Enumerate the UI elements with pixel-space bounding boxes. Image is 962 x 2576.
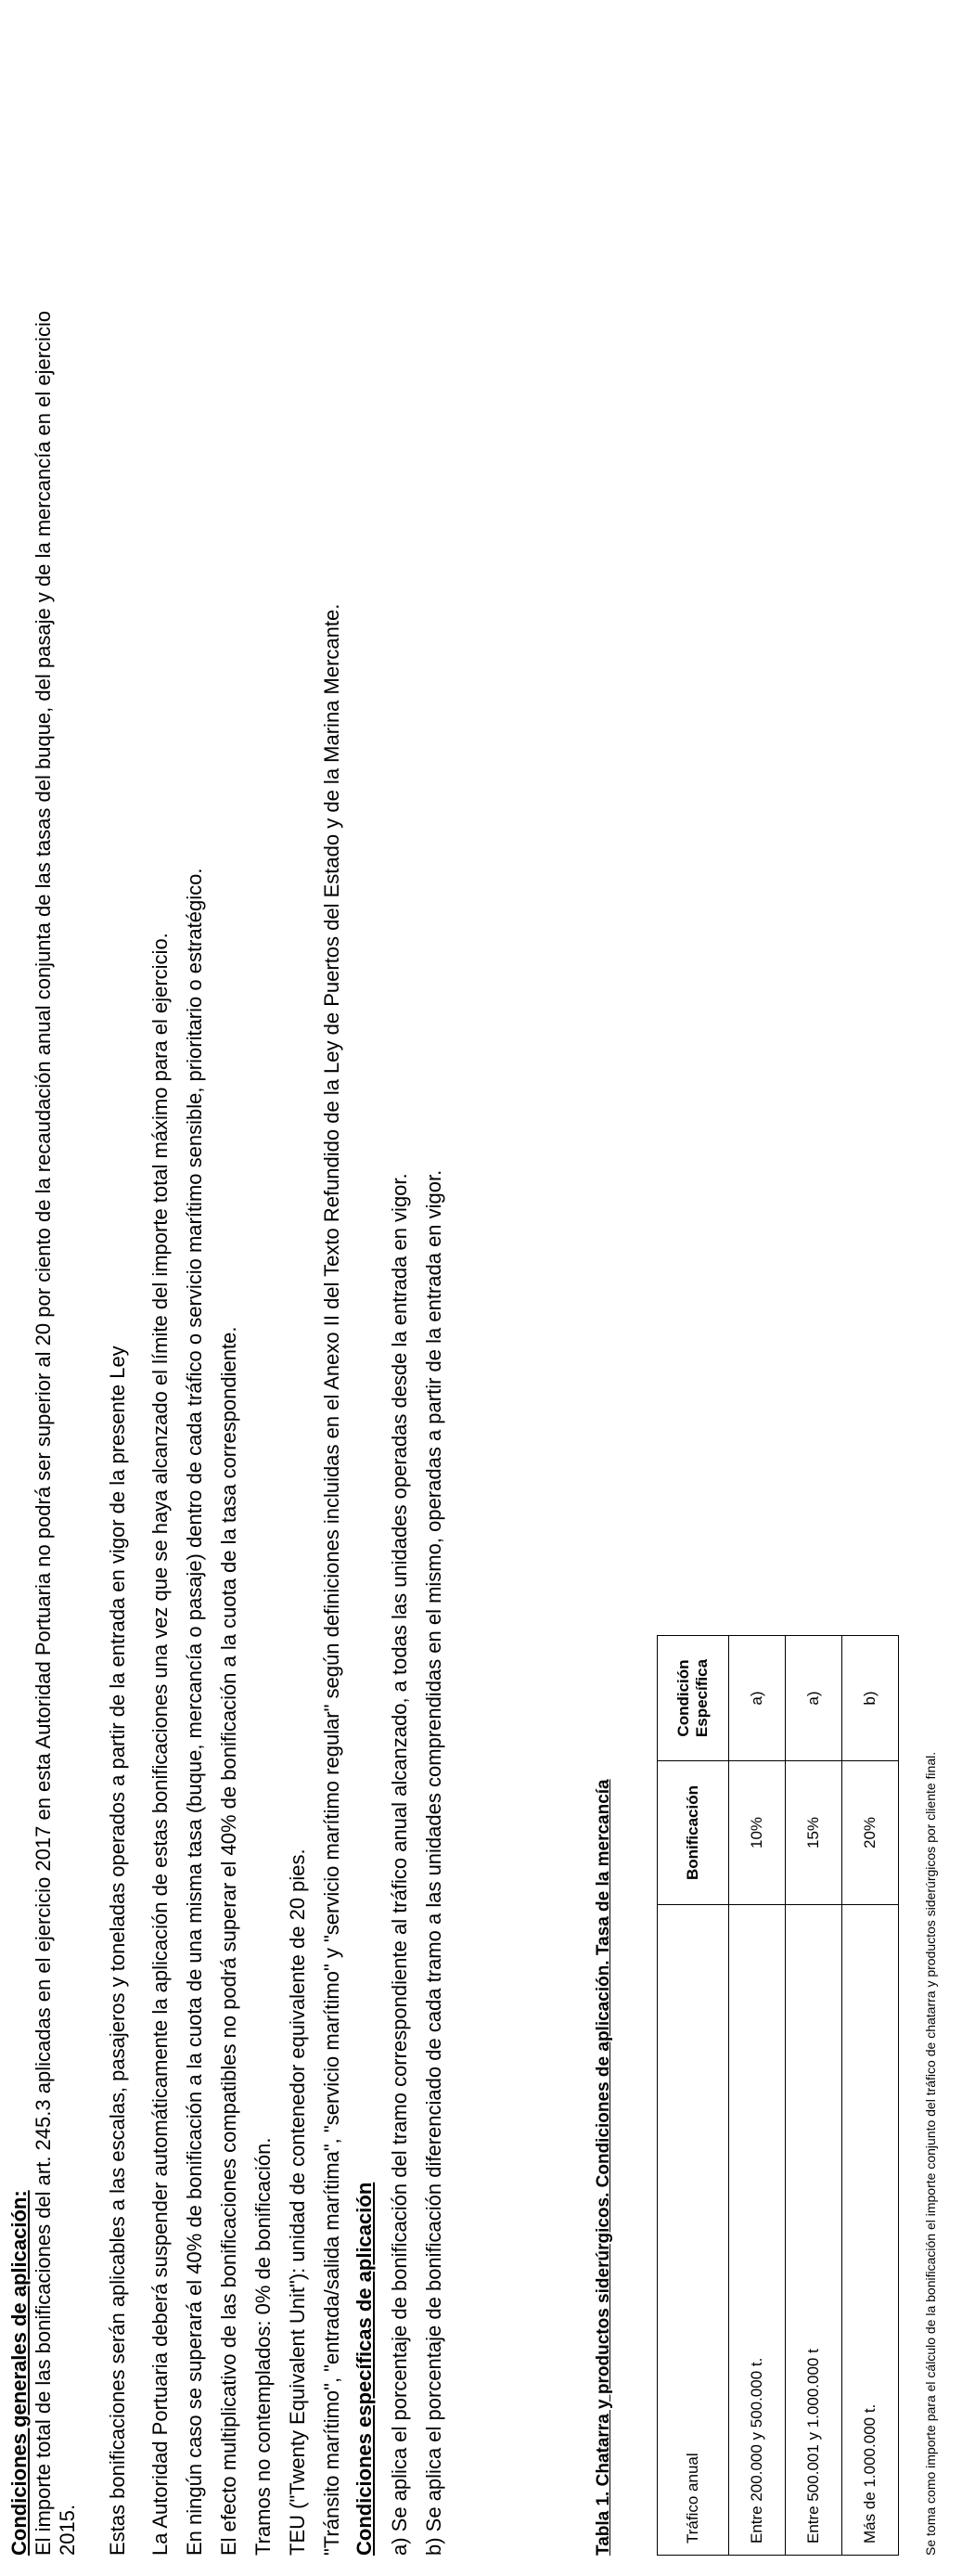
cell-traffic: Más de 1.000.000 t. [842,1905,899,2556]
general-paragraph-7: TEU ("Twenty Equivalent Unit"): unidad de contenedor equivalente de 20 pies. [286,1848,309,2556]
cell-bonus: 10% [729,1761,786,1905]
table-row [842,1636,899,2556]
cell-bonus: 15% [786,1761,842,1905]
cell-condition: a) [729,1636,786,1761]
general-paragraph-4: En ningún caso se superará el 40% de bonificación a la cuota de una misma tasa (buque, mercancía o pasaje) dentro de cada tráfico o servicio marítimo sensible, prioritario o estratégico. [183,868,206,2556]
header-condition-line-1: Condición [674,1659,692,1737]
header-annual-traffic: Tráfico anual [658,1905,729,2556]
general-paragraph-5: El efecto multiplicativo de las bonificaciones compatibles no podrá superar el 40% de bonificación a la cuota de la tasa correspondiente. [217,1326,240,2556]
table-header-row [658,1636,729,2556]
general-paragraph-2: Estas bonificaciones serán aplicables a las escalas, pasajeros y toneladas operados a partir de la entrada en vigor de la presente Ley [106,1346,129,2556]
general-paragraph-1-line-2: 2015. [56,2504,79,2556]
cell-condition: a) [786,1636,842,1761]
general-paragraph-6: Tramos no contemplados: 0% de bonificación. [251,2137,275,2556]
table-footnote: Se toma como importe para el cálculo de la bonificación el importe conjunto del tráfico de chatarra y productos siderúrgicos por cliente final. [923,1751,938,2556]
header-specific-condition [658,1636,729,1761]
cell-traffic: Entre 200.000 y 500.000 t. [729,1905,786,2556]
header-condition-line-2: Específica [693,1658,711,1738]
table-caption: Tabla 1. Chatarra y productos siderúrgicos. Condiciones de aplicación. Tasa de la mercancía [594,1779,613,2556]
table-row [729,1636,786,2556]
specific-condition-b: b) Se aplica el porcentaje de bonificación diferenciado de cada tramo a las unidades comprendidas en el mismo, operadas a partir de la entrada en vigor. [422,1169,445,2556]
general-paragraph-8: "Tránsito marítimo", "entrada/salida marítima", "servicio marítimo" y "servicio marítimo regular" según definiciones incluidas en el Anexo II del Texto Refundido de la Ley de Puertos del Estado y de la Marina Mercante. [320,603,343,2556]
cell-condition: b) [842,1636,899,1761]
specific-condition-a: a) Se aplica el porcentaje de bonificación del tramo correspondiente al tráfico anual alcanzado, a todas las unidades operadas desde la entrada en vigor. [388,1173,411,2556]
specific-conditions-heading: Condiciones específicas de aplicación [353,2182,376,2556]
general-conditions-heading: Condiciones generales de aplicación: [7,2190,31,2556]
header-bonus: Bonificación [658,1761,729,1905]
table-row [786,1636,842,2556]
general-paragraph-3: La Autoridad Portuaria deberá suspender automáticamente la aplicación de estas bonificaciones una vez que se haya alcanzado el límite del importe total máximo para el ejercicio. [148,933,172,2556]
cell-bonus: 20% [842,1761,899,1905]
cell-traffic: Entre 500.001 y 1.000.000 t [786,1905,842,2556]
bonus-table [657,1635,899,2556]
general-paragraph-1-line-1: El importe total de las bonificaciones del art. 245.3 aplicadas en el ejercicio 2017 en esta Autoridad Portuaria no podrá ser superior al 20 por ciento de la recaudación anual conjunta de las tasas del buque, del pasaje y de la mercancía en el ejercicio [32,310,55,2556]
